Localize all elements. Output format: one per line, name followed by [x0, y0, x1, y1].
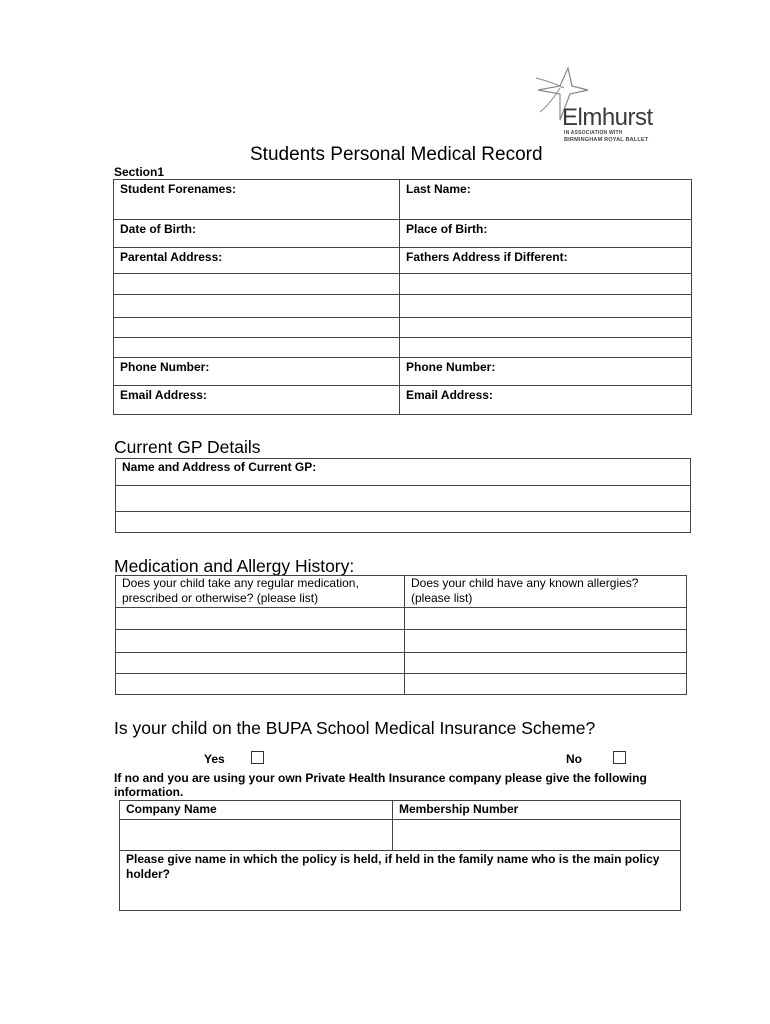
phone-number-left-field[interactable]	[114, 358, 400, 386]
allergy-field[interactable]	[405, 576, 687, 608]
medication-line[interactable]	[116, 674, 405, 695]
last-name-field[interactable]	[400, 180, 692, 220]
no-checkbox[interactable]	[613, 751, 626, 764]
fathers-address-line[interactable]	[400, 318, 692, 338]
no-label: No	[566, 752, 582, 766]
medication-heading: Medication and Allergy History:	[114, 556, 355, 576]
student-forenames-field[interactable]	[114, 180, 400, 220]
policy-holder-label: Please give name in which the policy is held, if held in the family name who is the main policy holder?	[126, 852, 660, 881]
policy-holder-field[interactable]	[120, 851, 681, 911]
yes-label: Yes	[204, 752, 225, 766]
email-address-right-label: Email Address:	[406, 388, 493, 402]
medication-line[interactable]	[116, 653, 405, 674]
parental-address-line[interactable]	[114, 295, 400, 318]
logo-subline-1: IN ASSOCIATION WITH	[564, 130, 623, 136]
phone-number-left-label: Phone Number:	[120, 360, 210, 374]
email-address-right-field[interactable]	[400, 386, 692, 415]
membership-number-field[interactable]	[393, 820, 681, 851]
insurance-table	[119, 800, 681, 911]
place-of-birth-field[interactable]	[400, 220, 692, 248]
allergy-line[interactable]	[405, 630, 687, 653]
gp-line[interactable]	[116, 512, 691, 533]
email-address-left-label: Email Address:	[120, 388, 207, 402]
allergy-question: Does your child have any known allergies? (please list)	[411, 576, 639, 605]
fathers-address-line[interactable]	[400, 338, 692, 358]
gp-name-address-label: Name and Address of Current GP:	[122, 460, 317, 474]
medication-field[interactable]	[116, 576, 405, 608]
gp-name-address-field[interactable]	[116, 459, 691, 486]
medication-question: Does your child take any regular medication, prescribed or otherwise? (please list)	[122, 576, 359, 605]
phone-number-right-field[interactable]	[400, 358, 692, 386]
allergy-line[interactable]	[405, 674, 687, 695]
place-of-birth-label: Place of Birth:	[406, 222, 488, 236]
parental-address-line[interactable]	[114, 338, 400, 358]
fathers-address-field[interactable]	[400, 248, 692, 274]
private-insurance-instructions: If no and you are using your own Private Health Insurance company please give the following information.	[114, 771, 647, 799]
allergy-line[interactable]	[405, 653, 687, 674]
parental-address-field[interactable]	[114, 248, 400, 274]
parental-address-label: Parental Address:	[120, 250, 223, 264]
company-name-field[interactable]	[120, 820, 393, 851]
medication-line[interactable]	[116, 608, 405, 630]
membership-number-label: Membership Number	[399, 802, 519, 816]
logo-subline-2: BIRMINGHAM ROYAL BALLET	[564, 137, 649, 143]
yes-checkbox[interactable]	[251, 751, 264, 764]
date-of-birth-label: Date of Birth:	[120, 222, 196, 236]
membership-number-header	[393, 801, 681, 820]
email-address-left-field[interactable]	[114, 386, 400, 415]
parental-address-line[interactable]	[114, 274, 400, 295]
fathers-address-label: Fathers Address if Different:	[406, 250, 568, 264]
page-title: Students Personal Medical Record	[250, 144, 543, 165]
fathers-address-line[interactable]	[400, 274, 692, 295]
allergy-line[interactable]	[405, 608, 687, 630]
company-name-header	[120, 801, 393, 820]
fathers-address-line[interactable]	[400, 295, 692, 318]
bupa-question: Is your child on the BUPA School Medical Insurance Scheme?	[114, 718, 596, 738]
last-name-label: Last Name:	[406, 182, 471, 196]
section1-table	[113, 179, 692, 415]
date-of-birth-field[interactable]	[114, 220, 400, 248]
parental-address-line[interactable]	[114, 318, 400, 338]
gp-line[interactable]	[116, 486, 691, 512]
medication-line[interactable]	[116, 630, 405, 653]
logo-wordmark: Elmhurst	[562, 104, 653, 131]
gp-heading: Current GP Details	[114, 437, 261, 457]
company-name-label: Company Name	[126, 802, 217, 816]
student-forenames-label: Student Forenames:	[120, 182, 237, 196]
section-label: Section1	[114, 165, 165, 179]
medication-table	[115, 575, 687, 695]
phone-number-right-label: Phone Number:	[406, 360, 496, 374]
gp-table	[115, 458, 691, 533]
elmhurst-logo	[530, 64, 660, 146]
